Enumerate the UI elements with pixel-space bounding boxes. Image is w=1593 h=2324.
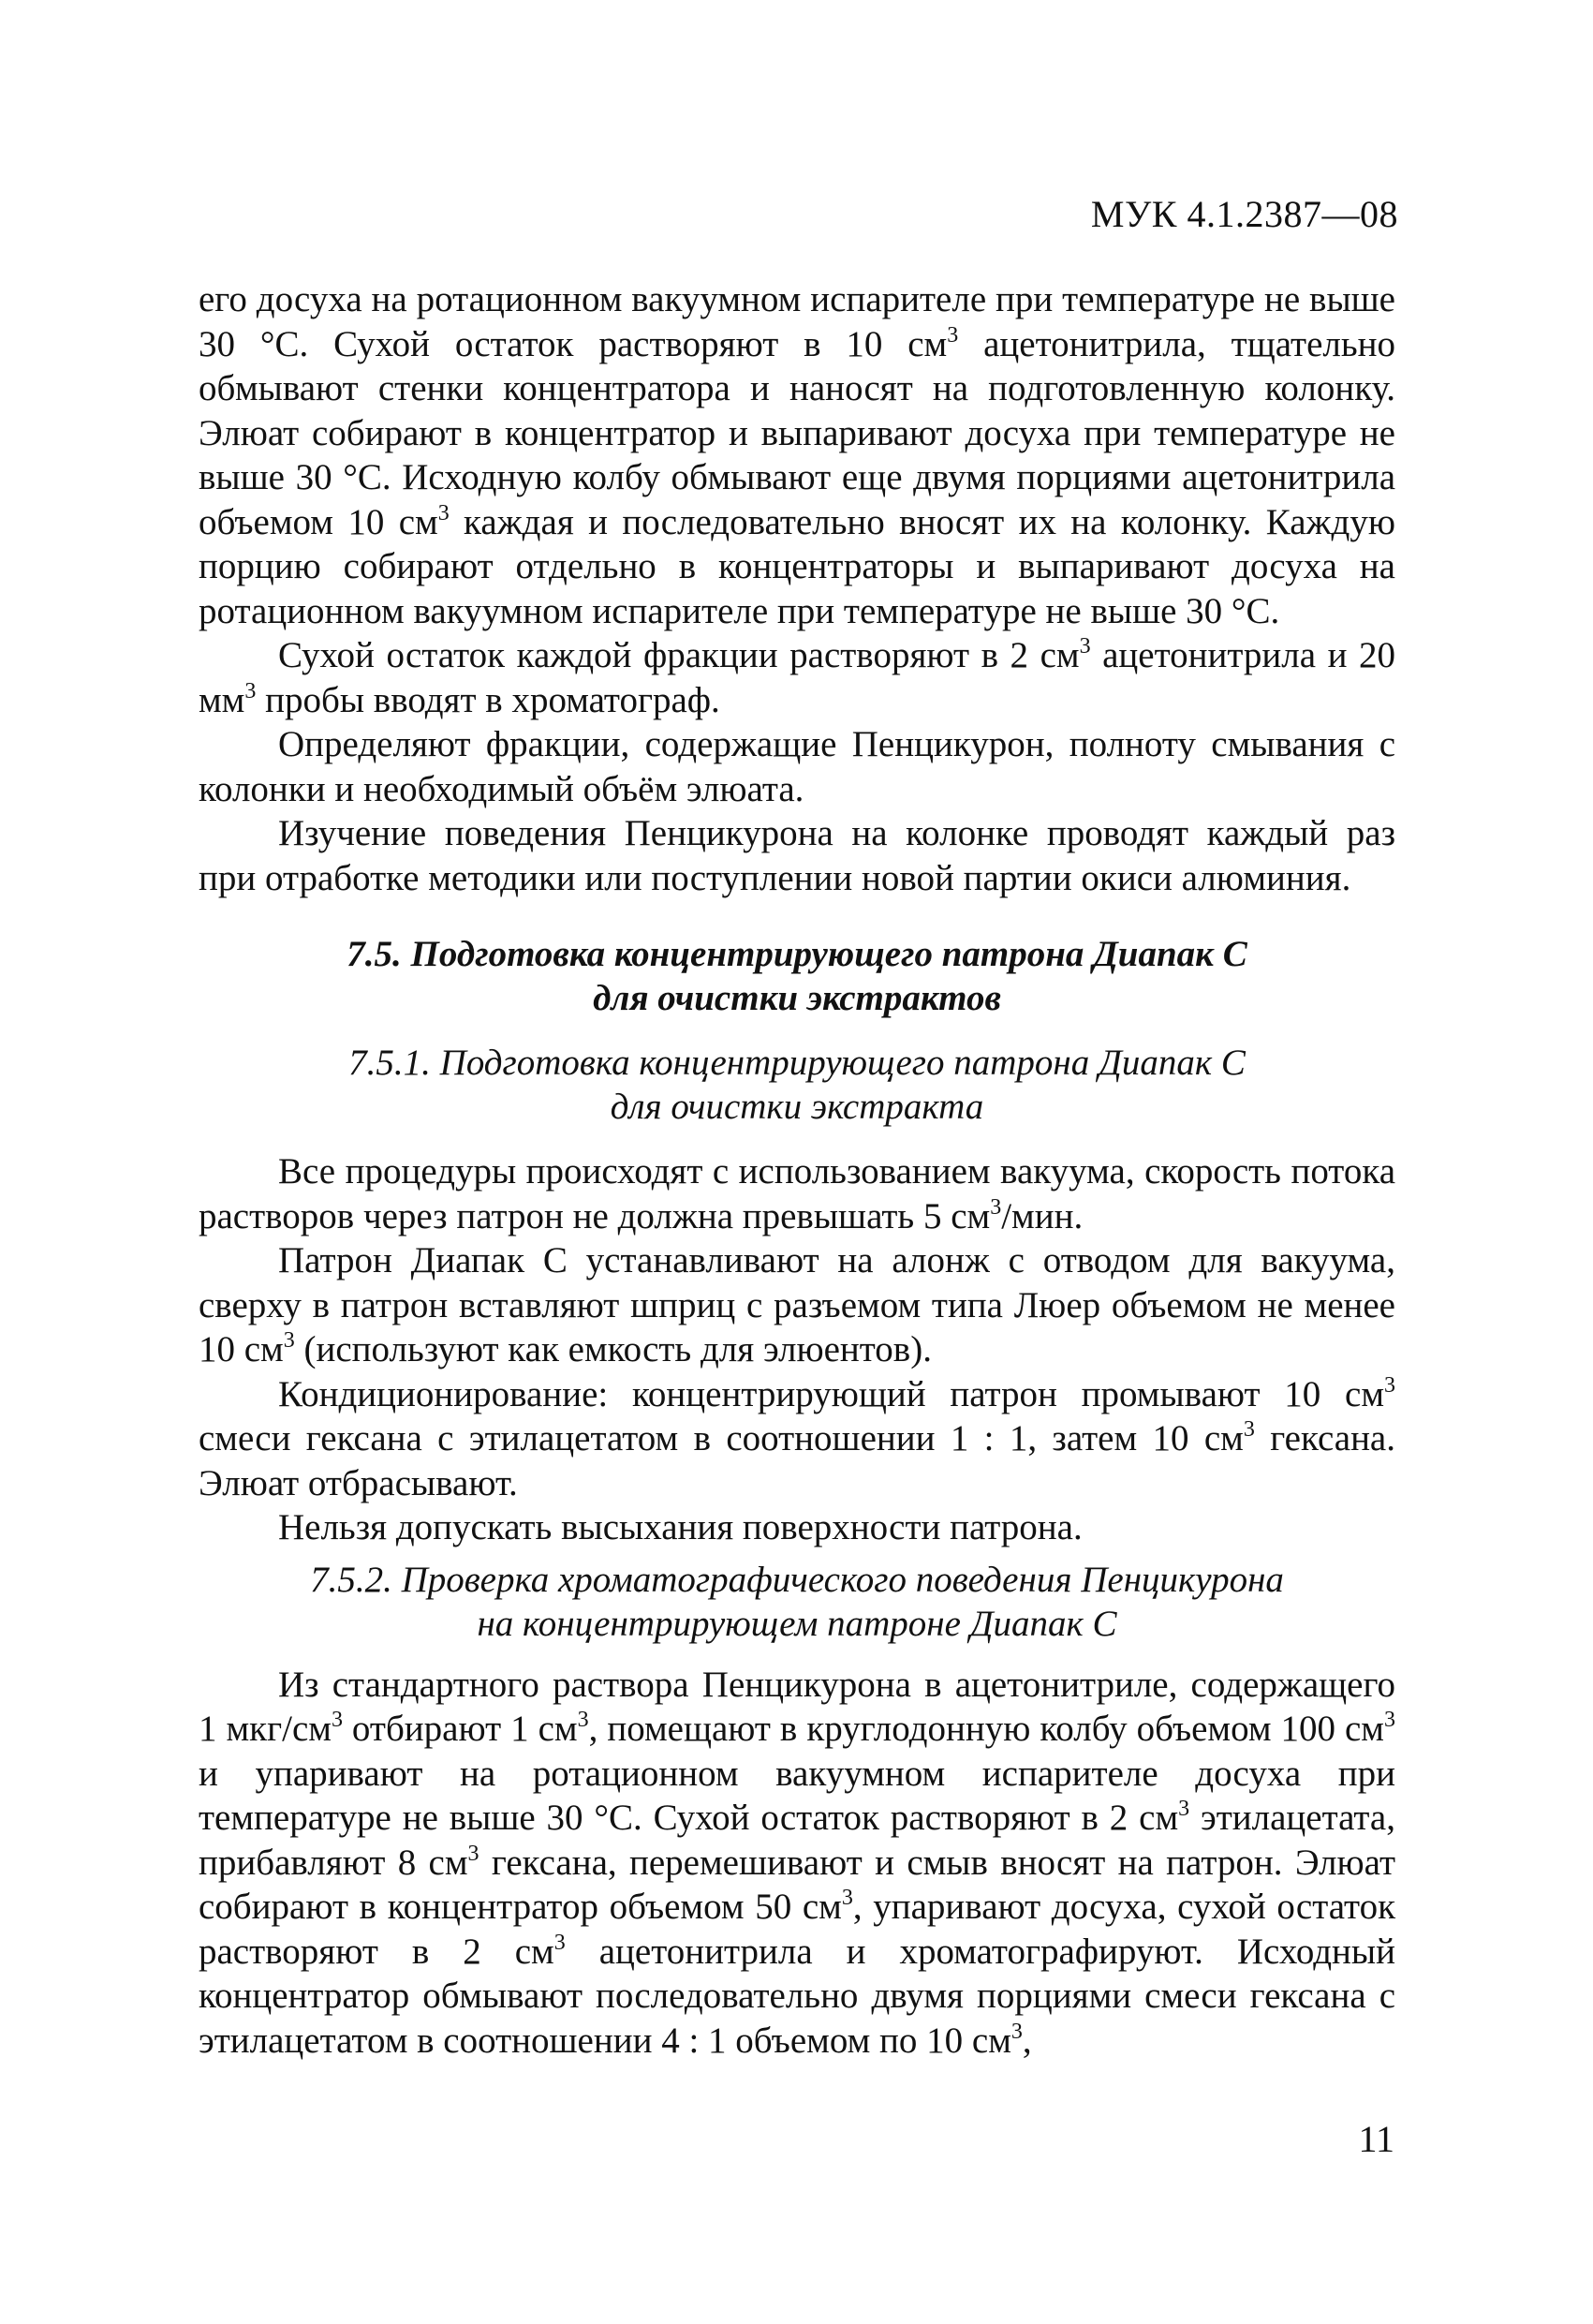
paragraph-3: Определяют фракции, содержащие Пенцикурон, полноту смывания с колонки и необходимый объём элюата.: [199, 724, 1395, 809]
paragraph-1: его досуха на ротационном вакуумном испарителе при температуре не выше 30 °С. Сухой остаток растворяют в 10 $см^3$ ацетонитрила, тщательно обмывают стенки концентратора и наносят на подготовленную колонку. Элюат собирают в концентратор и выпаривают досуха при температуре не выше 30 °С. Исходную колбу обмывают еще двумя порциями ацетонитрила объемом 10 $см^3$ каждая и последовательно вносят их на колонку. Каждую порцию собирают отдельно в концентраторы и выпаривают досуха на ротационном вакуумном испарителе при температуре не выше 30 °С.: [199, 279, 1396, 631]
paragraph-9: Из стандартного раствора Пенцикурона в ацетонитриле, содержащего 1 мкг/$см^3$ отбирают 1 $см^3$, помещают в круглодонную колбу объемом 100 $см^3$ и упаривают на ротационном вакуумном испарителе досуха при температуре не выше 30 °С. Сухой остаток растворяют в 2 $см^3$ этилацетата, прибавляют 8 $см^3$ гексана, перемешивают и смыв вносят на патрон. Элюат собирают в концентратор объемом 50 $см^3$, упаривают досуха, сухой остаток растворяют в 2 $см^3$ ацетонитрила и хроматографируют. Исходный концентратор обмывают последовательно двумя порциями смеси гексана с этилацетатом в соотношении 4 : 1 объемом по 10 $см^3$,: [199, 1664, 1396, 2061]
paragraph-2: Сухой остаток каждой фракции растворяют в 2 $см^3$ ацетонитрила и 20 $мм^3$ пробы вводят в хроматограф.: [199, 634, 1395, 720]
document-body: [199, 277, 1395, 2063]
document-code-header: МУК 4.1.2387—08: [1090, 193, 1398, 235]
paragraph-8: Нельзя допускать высыхания поверхности патрона.: [278, 1507, 1083, 1547]
paragraph-4: Изучение поведения Пенцикурона на колонке проводят каждый раз при отработке методики или поступлении новой партии окиси алюминия.: [199, 813, 1395, 898]
paragraph-6: Патрон Диапак С устанавливают на алонж с отводом для вакуума, сверху в патрон вставляют шприц с разъемом типа Люер объемом не менее 10 $см^3$ (используют как емкость для элюентов).: [199, 1240, 1395, 1369]
paragraph-7: Кондиционирование: концентрирующий патрон промывают 10 $см^3$ смеси гексана с этилацетатом в соотношении 1 : 1, затем 10 $см^3$ гексана. Элюат отбрасывают.: [199, 1372, 1395, 1503]
section-heading-7-5-1: 7.5.1. Подготовка концентрирующего патрона Диапак С для очистки экстракта: [348, 1043, 1246, 1127]
section-heading-7-5: 7.5. Подготовка концентрирующего патрона Диапак С для очистки экстрактов: [347, 934, 1247, 1018]
section-heading-7-5-2: 7.5.2. Проверка хроматографического поведения Пенцикурона на концентрирующем патроне Диапак С: [310, 1559, 1284, 1644]
paragraph-5: Все процедуры происходят с использованием вакуума, скорость потока растворов через патрон не должна превышать 5 $см^3$/мин.: [199, 1151, 1395, 1236]
page-number: 11: [1358, 2118, 1394, 2160]
